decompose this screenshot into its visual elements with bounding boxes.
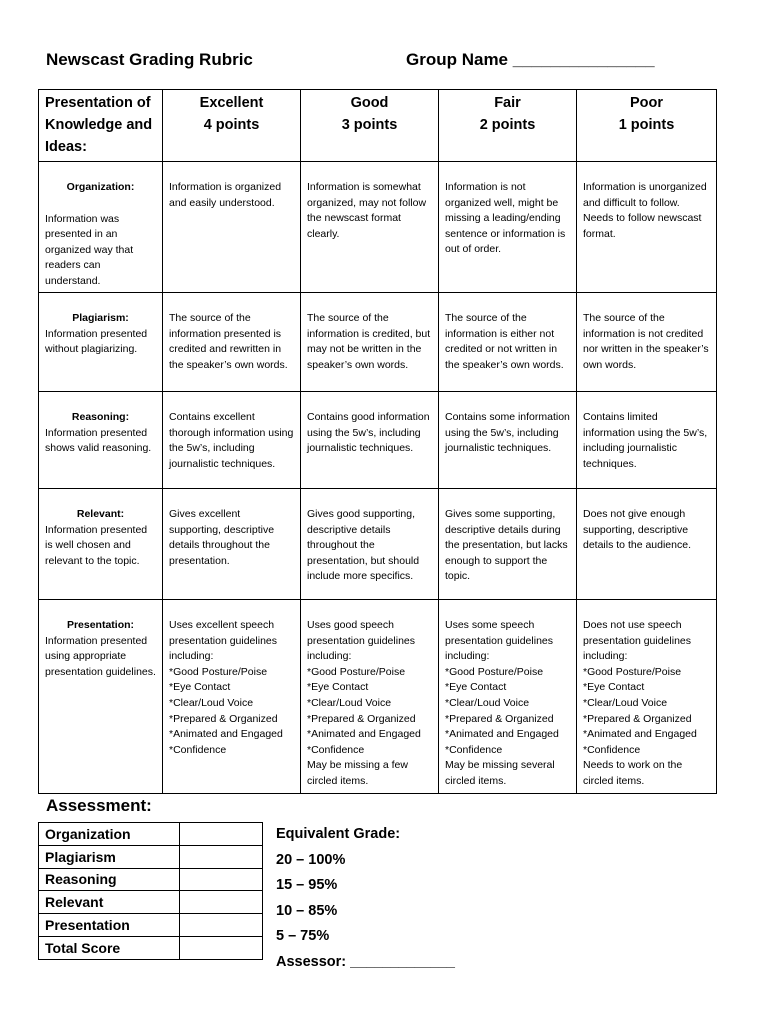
level-label: Fair [494, 95, 521, 111]
rubric-cell-fair: Information is not organized well, might be missing a leading/ending sentence or information is out of order. [439, 162, 577, 293]
rubric-cell-poor: Contains limited information using the 5w’s, including journalistic techniques. [577, 392, 717, 489]
criteria-column-header: Presentation of Knowledge and Ideas: [39, 90, 163, 162]
assessment-row [39, 936, 263, 959]
criterion-name: Reasoning: [71, 411, 130, 423]
criterion-description: Information was presented in an organized way that readers can understand. [45, 212, 134, 287]
grade-item: 15 – 95% [276, 877, 338, 893]
rubric-cell-good: Information is somewhat organized, may not follow the newscast format clearly. [301, 162, 439, 293]
assessment-label: Presentation [39, 914, 180, 937]
rubric-cell-excellent: The source of the information presented is credited and rewritten in the speaker’s own words. [163, 293, 301, 392]
rubric-cell-excellent: Contains excellent thorough information using the 5w’s, including journalistic techniques. [163, 392, 301, 489]
score-field[interactable] [180, 891, 263, 914]
level-label: Poor [629, 95, 664, 111]
criterion-cell [39, 489, 163, 600]
assessment-row [39, 845, 263, 868]
rubric-cell-excellent: Uses excellent speech presentation guidelines including: *Good Posture/Poise *Eye Contact *Clear/Loud Voice *Prepared & Organized *Animated and Engaged *Confidence [163, 600, 301, 794]
rubric-cell-good: Contains good information using the 5w’s, including journalistic techniques. [301, 392, 439, 489]
excellent-column-header [163, 90, 301, 162]
criterion-cell [39, 162, 163, 293]
rubric-header-row [39, 90, 717, 162]
score-field[interactable] [180, 868, 263, 891]
rubric-cell-good: Uses good speech presentation guidelines including: *Good Posture/Poise *Eye Contact *Clear/Loud Voice *Prepared & Organized *Animated and Engaged *Confidence May be missing a few circled items. [301, 600, 439, 794]
assessment-row [39, 823, 263, 846]
poor-column-header [577, 90, 717, 162]
assessment-title: Assessment: [46, 796, 152, 815]
rubric-table [38, 89, 717, 794]
rubric-cell-excellent: Gives excellent supporting, descriptive details throughout the presentation. [163, 489, 301, 600]
assessment-label: Plagiarism [39, 845, 180, 868]
rubric-cell-poor: Information is unorganized and difficult to follow. Needs to follow newscast format. [577, 162, 717, 293]
criterion-cell [39, 600, 163, 794]
rubric-cell-poor: The source of the information is not credited nor written in the speaker’s own words. [577, 293, 717, 392]
criterion-cell [39, 293, 163, 392]
assessment-label: Reasoning [39, 868, 180, 891]
assessment-row [39, 914, 263, 937]
criterion-cell [39, 392, 163, 489]
score-field[interactable] [180, 823, 263, 846]
rubric-row-organization [39, 162, 717, 293]
group-name-field: Group Name _______________ [406, 50, 655, 69]
assessment-table [38, 822, 263, 960]
score-field[interactable] [180, 936, 263, 959]
fair-column-header [439, 90, 577, 162]
criterion-name: Organization: [66, 181, 135, 193]
rubric-cell-fair: Contains some information using the 5w’s, including journalistic techniques. [439, 392, 577, 489]
level-points: 3 points [341, 117, 398, 133]
equivalent-grade-title: Equivalent Grade: [276, 826, 401, 842]
grade-item: 10 – 85% [276, 902, 338, 919]
criterion-description: Information presented is well chosen and relevant to the topic. [45, 523, 148, 567]
score-field[interactable] [180, 914, 263, 937]
grade-item: 20 – 100% [276, 851, 346, 868]
assessment-label: Total Score [39, 936, 180, 959]
rubric-cell-fair: Gives some supporting, descriptive details during the presentation, but lacks enough to support the topic. [439, 489, 577, 600]
criterion-description: Information presented using appropriate presentation guidelines. [45, 634, 156, 678]
rubric-row-plagiarism [39, 293, 717, 392]
assessor-field: Assessor: _____________ [276, 953, 455, 970]
level-points: 1 points [618, 117, 675, 133]
rubric-cell-good: Gives good supporting, descriptive details throughout the presentation, but should include more specifics. [301, 489, 439, 600]
rubric-cell-excellent: Information is organized and easily understood. [163, 162, 301, 293]
assessment-label: Relevant [39, 891, 180, 914]
grade-item: 5 – 75% [276, 928, 330, 944]
assessment-row [39, 891, 263, 914]
assessment-row [39, 868, 263, 891]
rubric-cell-fair: The source of the information is either not credited or not written in the speaker’s own words. [439, 293, 577, 392]
level-label: Excellent [199, 95, 264, 111]
equivalent-grade-box [276, 824, 455, 977]
document-title: Newscast Grading Rubric [46, 50, 253, 69]
criterion-name: Plagiarism: [72, 312, 129, 324]
rubric-cell-poor: Does not give enough supporting, descriptive details to the audience. [577, 489, 717, 600]
criterion-description: Information presented shows valid reasoning. [45, 426, 152, 455]
criterion-description: Information presented without plagiarizing. [45, 327, 148, 356]
level-points: 4 points [203, 117, 260, 133]
rubric-row-presentation [39, 600, 717, 794]
level-label: Good [350, 95, 389, 111]
good-column-header [301, 90, 439, 162]
rubric-cell-fair: Uses some speech presentation guidelines including: *Good Posture/Poise *Eye Contact *Clear/Loud Voice *Prepared & Organized *Animated and Engaged *Confidence May be missing several circled items. [439, 600, 577, 794]
level-points: 2 points [479, 117, 536, 133]
rubric-cell-poor: Does not use speech presentation guidelines including: *Good Posture/Poise *Eye Contact *Clear/Loud Voice *Prepared & Organized *Animated and Engaged *Confidence Needs to work on the circled items. [577, 600, 717, 794]
criterion-name: Relevant: [76, 508, 125, 520]
rubric-cell-good: The source of the information is credited, but may not be written in the speaker’s own words. [301, 293, 439, 392]
score-field[interactable] [180, 845, 263, 868]
rubric-row-reasoning [39, 392, 717, 489]
criterion-name: Presentation: [66, 619, 135, 631]
assessment-label: Organization [39, 823, 180, 846]
rubric-row-relevant [39, 489, 717, 600]
